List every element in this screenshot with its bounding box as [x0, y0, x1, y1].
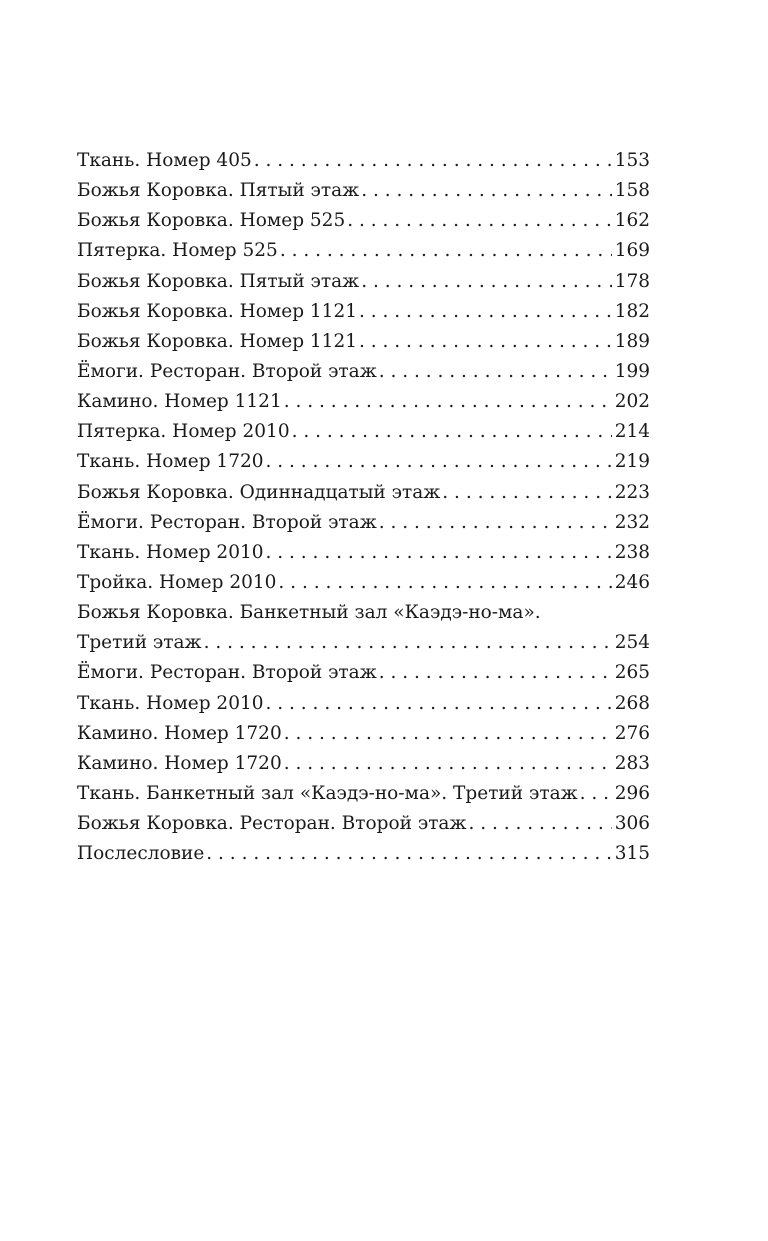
toc-entry-title: Камино. Номер 1720	[77, 752, 282, 774]
toc-entry-title: Пятерка. Номер 525	[77, 240, 278, 262]
toc-entry-page-number: 265	[614, 662, 650, 684]
dot-leader	[284, 719, 612, 749]
toc-entry-title: Ткань. Номер 2010	[77, 541, 264, 563]
toc-entry	[77, 628, 650, 658]
toc-entry-page-number: 283	[614, 752, 650, 774]
toc-entry	[77, 146, 650, 176]
dot-leader	[361, 267, 611, 297]
dot-leader	[204, 628, 612, 658]
toc-entry	[77, 839, 650, 869]
toc-entry-page-number: 153	[614, 150, 650, 171]
toc-entry	[77, 538, 650, 568]
toc-entry	[77, 658, 650, 688]
toc-entry	[77, 357, 650, 387]
toc-entry-page-number: 306	[614, 813, 650, 835]
dot-leader	[292, 417, 612, 447]
toc-entry-page-number: 219	[614, 451, 650, 473]
toc-entry-title: Третий этаж	[77, 632, 202, 654]
toc-entry-title: Ткань. Номер 2010	[77, 692, 264, 714]
toc-entry-title: Тройка. Номер 2010	[77, 571, 277, 593]
toc-entry	[77, 598, 650, 628]
dot-leader	[379, 357, 612, 387]
toc-entry	[77, 478, 650, 508]
toc-entry-title: Божья Коровка. Пятый этаж	[77, 270, 360, 292]
toc-entry	[77, 297, 650, 327]
toc-entry-title: Камино. Номер 1720	[77, 722, 282, 744]
toc-entry	[77, 176, 650, 206]
toc-entry-title: Камино. Номер 1121	[77, 391, 282, 413]
toc-entry	[77, 387, 650, 417]
toc-entry	[77, 236, 650, 266]
toc-entry-title: Ёмоги. Ресторан. Второй этаж	[77, 662, 377, 684]
toc-entry-page-number: 246	[614, 571, 650, 593]
toc-entry-page-number: 202	[614, 391, 650, 413]
toc-entry	[77, 327, 650, 357]
toc-entry	[77, 447, 650, 477]
toc-entry	[77, 267, 650, 297]
toc-entry	[77, 809, 650, 839]
toc-entry-title: Божья Коровка. Номер 525	[77, 210, 346, 232]
toc-entry-title: Божья Коровка. Пятый этаж	[77, 180, 360, 202]
dot-leader	[379, 508, 612, 538]
toc-entry-page-number: 276	[614, 722, 650, 744]
dot-leader	[379, 658, 612, 688]
toc-entry-page-number: 199	[614, 360, 650, 382]
dot-leader	[359, 327, 612, 357]
dot-leader	[361, 176, 611, 206]
toc-entry-page-number: 232	[614, 511, 650, 533]
toc-entry	[77, 568, 650, 598]
toc-entry-page-number: 315	[614, 843, 650, 865]
toc-entry-page-number: 296	[614, 782, 650, 804]
dot-leader	[278, 568, 611, 598]
toc-entry	[77, 206, 650, 236]
dot-leader	[266, 447, 612, 477]
toc-entry-page-number: 178	[614, 270, 650, 292]
toc-entry-title: Божья Коровка. Номер 1121	[77, 300, 357, 322]
dot-leader	[347, 206, 611, 236]
toc-entry-page-number: 158	[614, 180, 650, 202]
toc-entry-page-number: 254	[614, 632, 650, 654]
toc-entry-page-number: 189	[614, 330, 650, 352]
toc-entry-title: Ёмоги. Ресторан. Второй этаж	[77, 511, 377, 533]
toc-entry-title: Послесловие	[77, 843, 205, 865]
toc-entry	[77, 779, 650, 809]
dot-leader	[580, 779, 612, 809]
dot-leader	[280, 236, 612, 266]
dot-leader	[359, 297, 612, 327]
toc-entry-title: Пятерка. Номер 2010	[77, 421, 290, 443]
toc-entry	[77, 719, 650, 749]
toc-entry-page-number: 268	[614, 692, 650, 714]
toc-entry-page-number: 238	[614, 541, 650, 563]
toc-entry-title: Божья Коровка. Банкетный зал «Каэдэ-но-ма».	[77, 602, 541, 624]
toc-entry-page-number: 223	[614, 481, 650, 503]
dot-leader	[284, 387, 612, 417]
dot-leader	[284, 749, 612, 779]
toc-entry-page-number: 162	[614, 210, 650, 232]
toc-entry-page-number: 214	[614, 421, 650, 443]
toc-entry-title: Божья Коровка. Ресторан. Второй этаж	[77, 813, 467, 835]
toc-entry	[77, 749, 650, 779]
toc-entry-title: Божья Коровка. Номер 1121	[77, 330, 357, 352]
dot-leader	[266, 538, 612, 568]
toc-entry	[77, 417, 650, 447]
toc-entry	[77, 689, 650, 719]
dot-leader	[254, 146, 612, 176]
toc-entry-title: Ткань. Номер 1720	[77, 451, 264, 473]
dot-leader	[442, 478, 611, 508]
dot-leader	[206, 839, 611, 869]
toc-entry-title: Ткань. Банкетный зал «Каэдэ-но-ма». Третий этаж	[77, 782, 578, 804]
dot-leader	[266, 689, 612, 719]
toc-entry-title: Божья Коровка. Одиннадцатый этаж	[77, 481, 441, 503]
dot-leader	[468, 809, 611, 839]
table-of-contents	[77, 146, 650, 869]
toc-entry-title: Ёмоги. Ресторан. Второй этаж	[77, 360, 377, 382]
toc-entry-title: Ткань. Номер 405	[77, 150, 252, 171]
toc-entry-page-number: 169	[614, 240, 650, 262]
toc-entry-page-number: 182	[614, 300, 650, 322]
toc-entry	[77, 508, 650, 538]
